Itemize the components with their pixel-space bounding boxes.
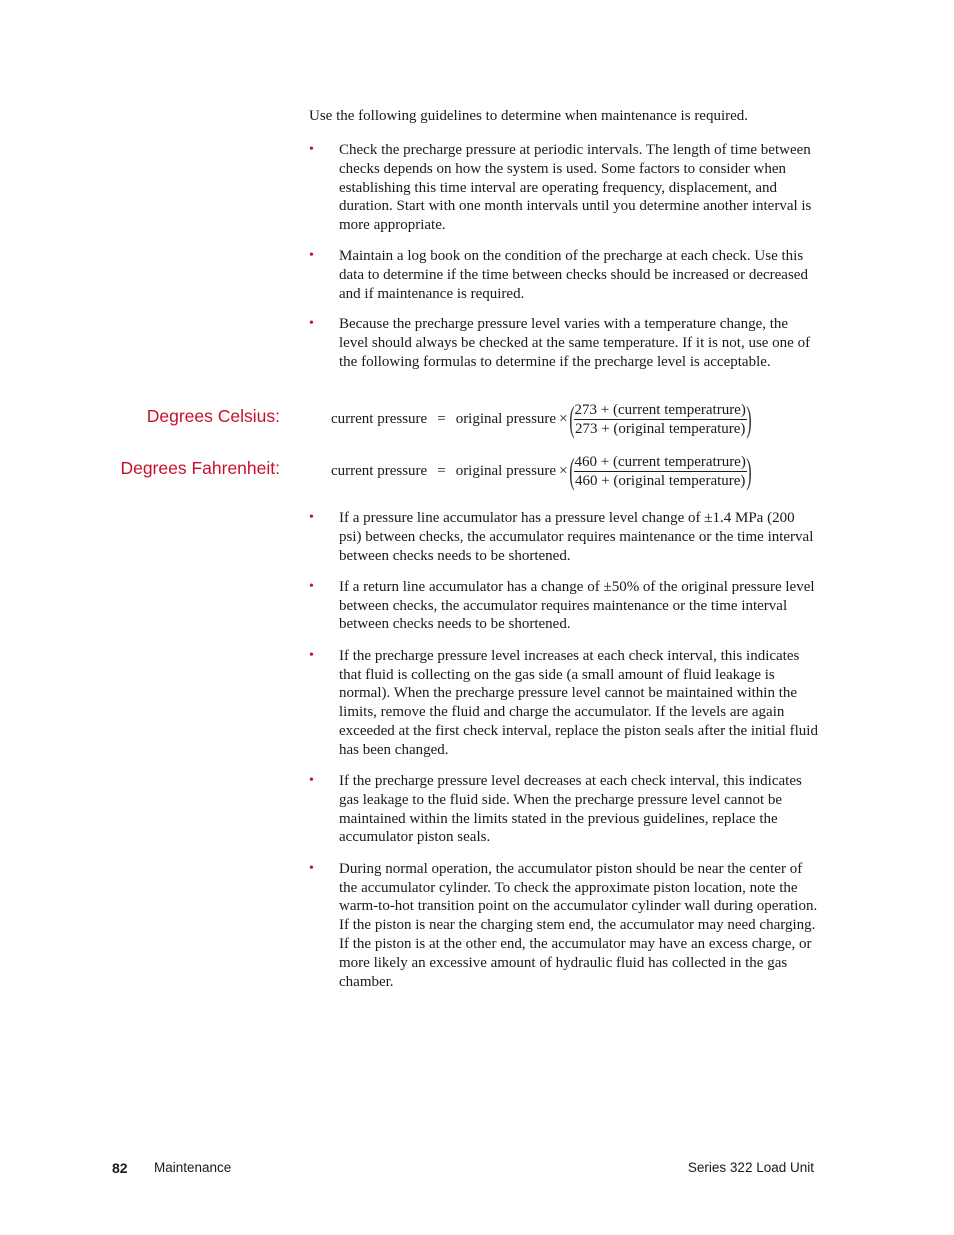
bullet-icon: • [309, 773, 314, 789]
list-item [309, 141, 819, 235]
list-item-text: If the precharge pressure level increases at each check interval, this indicates that fluid is collecting on the gas side (a small amount of fluid leakage is normal). When the precharge pressure level cannot be maintained within the limits, remove the fluid and charge the accumulator. If the levels are again exceeded at the first check interval, replace the piston seals after the initial fluid has been changed. [339, 647, 818, 758]
list-item [309, 247, 819, 303]
celsius-formula [331, 399, 751, 439]
footer-section-title: Maintenance [154, 1160, 232, 1175]
left-paren-icon: ( [568, 399, 575, 439]
list-item [309, 772, 819, 847]
bullet-icon: • [309, 316, 314, 332]
fahrenheit-label: Degrees Fahrenheit: [120, 458, 280, 478]
list-item-text: If a pressure line accumulator has a pressure level change of ±1.4 MPa (200 psi) between checks, the accumulator requires maintenance or the time interval between checks needs to be shortened. [339, 510, 814, 564]
intro-paragraph: Use the following guidelines to determine when maintenance is required. [309, 108, 749, 124]
list-item [309, 860, 819, 992]
fraction-denominator: 273 + (original temperature) [574, 420, 746, 437]
list-item-text: Check the precharge pressure at periodic intervals. The length of time between checks depends on how the system is used. Some factors to consider when establishing this time interval are operating frequency, displacement, and duration. Start with one month intervals until you determine another interval is more appropriate. [339, 142, 812, 234]
fraction-denominator: 460 + (original temperature) [574, 472, 746, 489]
fahrenheit-formula [331, 451, 751, 491]
list-item-text: Because the precharge pressure level varies with a temperature change, the level should always be checked at the same temperature. If it is not, use one of the following formulas to determine if the precharge level is acceptable. [339, 316, 811, 370]
fraction-numerator: 460 + (current temperatrure) [574, 453, 746, 470]
formula-fraction [574, 453, 747, 490]
formula-fraction [574, 401, 747, 438]
list-item [309, 578, 819, 634]
bullet-icon: • [309, 142, 314, 157]
bullet-icon: • [309, 510, 314, 525]
list-item-text: Maintain a log book on the condition of the precharge at each check. Use this data to determine if the time between checks should be increased or decreased and if maintenance is required. [339, 247, 808, 302]
bullet-icon: • [309, 578, 314, 594]
bullet-icon: • [309, 860, 314, 876]
footer-product-name: Series 322 Load Unit [687, 1160, 814, 1175]
list-item [309, 509, 819, 565]
formula-lhs: current pressure [331, 410, 428, 427]
formula-lhs: current pressure [331, 462, 428, 479]
times-sign: × [559, 410, 568, 427]
celsius-label: Degrees Celsius: [146, 406, 280, 426]
fraction-numerator: 273 + (current temperatrure) [574, 401, 746, 418]
bullet-icon: • [309, 247, 314, 263]
bullet-icon: • [309, 647, 314, 663]
list-item [309, 647, 819, 760]
formula-rhs: original pressure [455, 410, 557, 427]
right-paren-icon: ) [746, 399, 752, 439]
guideline-list-bottom [309, 509, 819, 1004]
guideline-list-top [309, 141, 819, 384]
left-paren-icon: ( [568, 451, 575, 491]
formula-equals: = [437, 410, 446, 427]
list-item [309, 315, 819, 371]
formula-rhs: original pressure [455, 462, 557, 479]
page-number: 82 [112, 1160, 128, 1176]
list-item-text: During normal operation, the accumulator piston should be near the center of the accumulator cylinder. To check the approximate piston location, note the warm-to-hot transition point on the accumulator cylinder wall during operation. If the piston is near the charging stem end, the accumulator may need charging. If the piston is at the other end, the accumulator may have an excess charge, or more likely an excessive amount of hydraulic fluid has collected in the gas chamber. [339, 860, 818, 990]
list-item-text: If a return line accumulator has a change of ±50% of the original pressure level between checks, the accumulator requires maintenance or the time interval between checks needs to be shortened. [339, 578, 815, 633]
formula-equals: = [437, 462, 446, 479]
list-item-text: If the precharge pressure level decreases at each check interval, this indicates gas leakage to the fluid side. When the precharge pressure level cannot be maintained within the limits stated in the previous guidelines, replace the accumulator piston seals. [339, 773, 802, 846]
right-paren-icon: ) [746, 451, 752, 491]
times-sign: × [559, 462, 568, 479]
